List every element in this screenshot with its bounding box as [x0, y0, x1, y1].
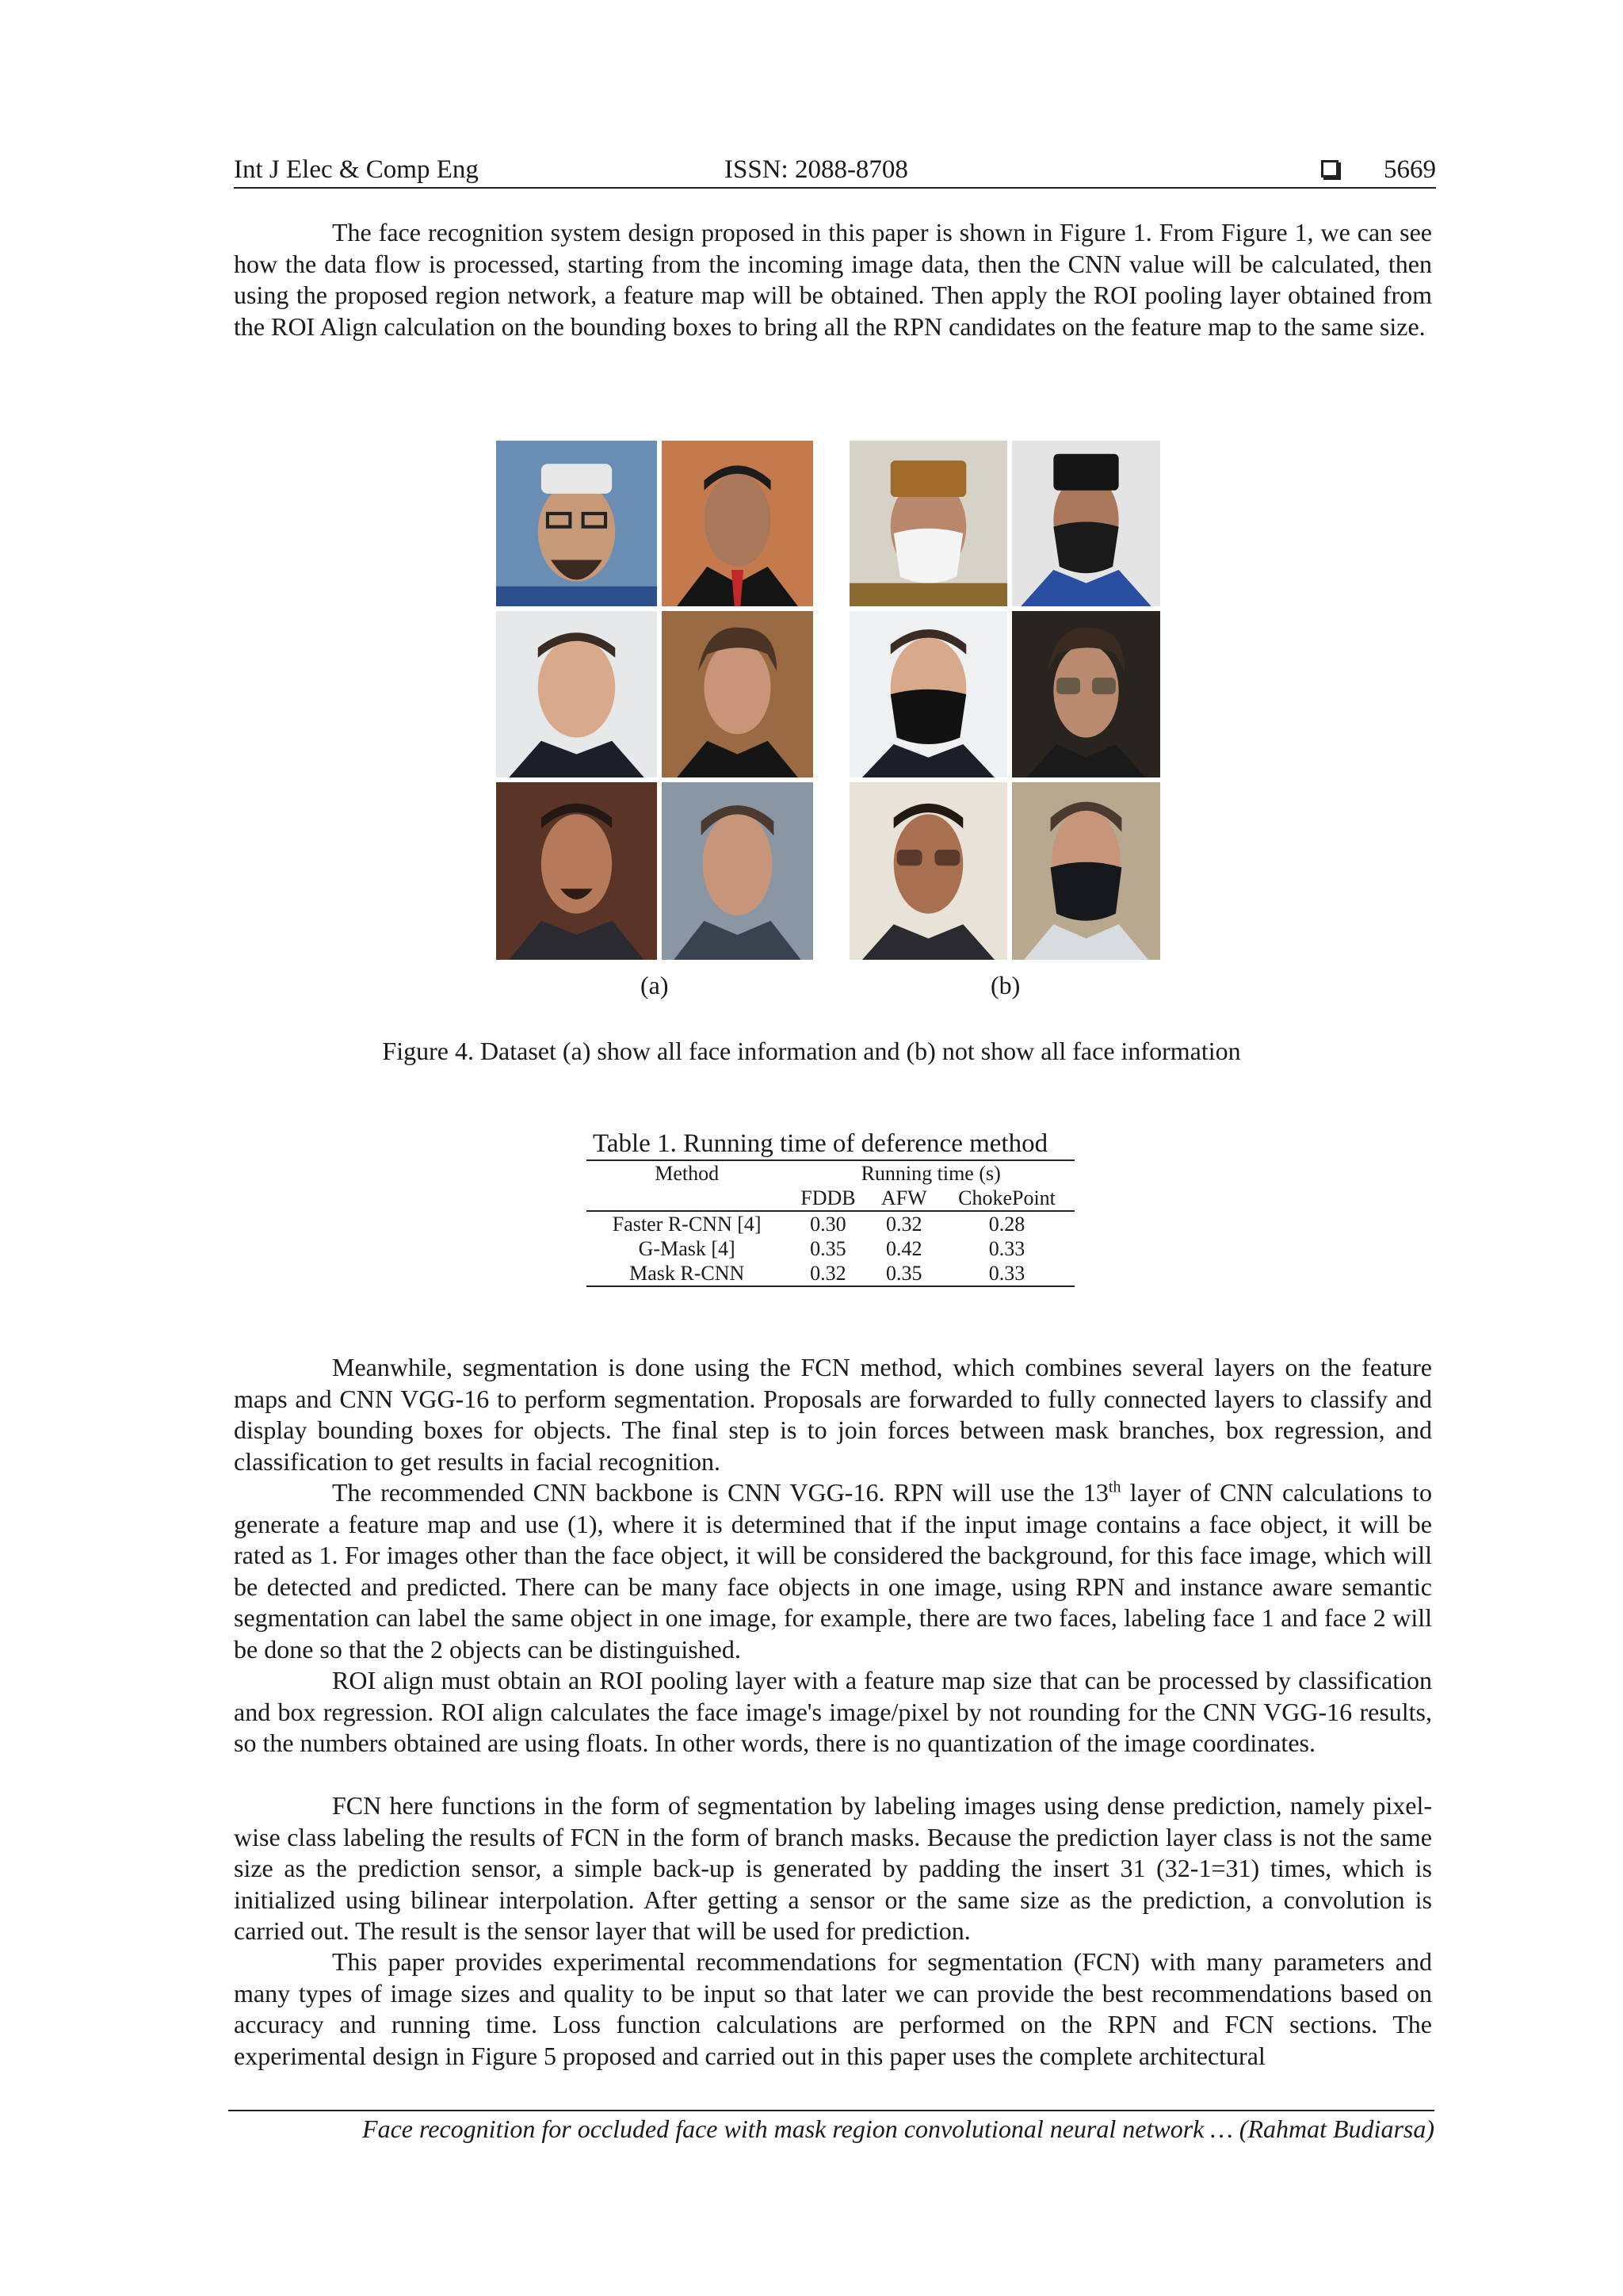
table-cell-chokepoint: 0.28	[988, 1213, 1025, 1236]
page-number: 5669	[1384, 155, 1436, 184]
table-cell-afw: 0.42	[886, 1237, 922, 1260]
paragraph-2: Meanwhile, segmentation is done using the FCN method, which combines several layers on the feature maps and CNN VGG-16 to perform segmentation. Proposals are forwarded to fully connected layers to classify and display bounding boxes for objects. The final step is to join forces between mask branches, box regression, and classification to get results in facial recognition.	[234, 1353, 1432, 1476]
face-photo	[662, 611, 813, 777]
table-cell-fddb: 0.30	[810, 1213, 846, 1236]
running-footer: Face recognition for occluded face with mask region convolutional neural network … (Rahmat Budiarsa)	[228, 2110, 1434, 2144]
table-cell-chokepoint: 0.33	[939, 1261, 1075, 1286]
paragraph-6: This paper provides experimental recommendations for segmentation (FCN) with many parameters and many types of image sizes and quality to be input so that later we can provide the best recommendations based on accuracy and running time. Loss function calculations are performed on the RPN and FCN sections. The experimental design in Figure 5 proposed and carried out in this paper uses the complete architectural	[234, 1947, 1432, 2070]
figure-label-b: (b)	[991, 971, 1021, 999]
table-row	[586, 1236, 1075, 1261]
face-photo	[496, 611, 657, 777]
running-header	[234, 155, 1436, 189]
table-row	[586, 1261, 1075, 1286]
face-photo	[496, 441, 657, 606]
masked-face-photo	[1012, 611, 1160, 777]
face-photo	[496, 782, 657, 960]
figure-panel-b	[850, 441, 1160, 960]
superscript: th	[1108, 1478, 1121, 1496]
issn: ISSN: 2088-8708	[724, 155, 908, 184]
checkbox-square-icon	[1321, 160, 1338, 178]
paragraph-5: FCN here functions in the form of segmentation by labeling images using dense prediction, namely pixel-wise class labeling the results of FCN in the form of branch masks. Because the prediction layer class is not the same size as the prediction sensor, a simple back-up is generated by padding the insert 31 (32-1=31) times, which is initialized using bilinear interpolation. After getting a sensor or the same size as the prediction, a convolution is carried out. The result is the sensor layer that will be used for prediction.	[234, 1791, 1432, 1945]
figure-panel-a	[496, 441, 813, 960]
paragraph-4: ROI align must obtain an ROI pooling layer with a feature map size that can be processed by classification and box regression. ROI align calculates the face image's image/pixel by not rounding for the CNN VGG-16 results, so the numbers obtained are using floats. In other words, there is no quantization of the image coordinates.	[234, 1666, 1432, 1757]
table-header-fddb: FDDB	[787, 1186, 869, 1211]
figure-caption: Figure 4. Dataset (a) show all face information and (b) not show all face information	[382, 1037, 1241, 1065]
figure-label-a: (a)	[640, 971, 669, 999]
table-cell-afw: 0.35	[869, 1261, 940, 1286]
table-row	[586, 1211, 1075, 1236]
paragraph-1: The face recognition system design proposed in this paper is shown in Figure 1. From Figure 1, we can see how the data flow is processed, starting from the incoming image data, then the CNN value will be calculated, then using the proposed region network, a feature map will be obtained. Then apply the ROI pooling layer obtained from the ROI Align calculation on the bounding boxes to bring all the RPN candidates on the feature map to the same size.	[234, 218, 1432, 341]
face-photo	[662, 441, 813, 606]
masked-face-photo	[850, 441, 1007, 606]
table-cell-method: Mask R-CNN	[586, 1261, 787, 1286]
table-caption: Table 1. Running time of deference method	[593, 1129, 1048, 1158]
masked-face-photo	[850, 782, 1007, 960]
table-cell-fddb: 0.32	[787, 1261, 869, 1286]
table-header-method: Method	[586, 1160, 787, 1186]
masked-face-photo	[1012, 782, 1160, 960]
journal-name: Int J Elec & Comp Eng	[234, 155, 479, 184]
running-time-table	[586, 1159, 1075, 1287]
table-header-chokepoint: ChokePoint	[939, 1186, 1075, 1211]
table-header-running-time: Running time (s)	[787, 1160, 1075, 1186]
table-cell-chokepoint: 0.33	[988, 1237, 1025, 1260]
table-cell-afw: 0.32	[886, 1213, 922, 1236]
face-photo	[662, 782, 813, 960]
table-header-afw: AFW	[869, 1186, 940, 1211]
masked-face-photo	[850, 611, 1007, 777]
table-cell-method: G-Mask [4]	[638, 1237, 735, 1260]
paragraph-3: The recommended CNN backbone is CNN VGG-16. RPN will use the 13th layer of CNN calculations to generate a feature map and use (1), where it is determined that if the input image contains a face object, it will be rated as 1. For images other than the face object, it will be considered the background, for this face image, which will be detected and predicted. There can be many face objects in one image, using RPN and instance aware semantic segmentation can label the same object in one image, for example, there are two faces, labeling face 1 and face 2 will be done so that the 2 objects can be distinguished.	[234, 1478, 1433, 1664]
masked-face-photo	[1012, 441, 1160, 606]
table-cell-fddb: 0.35	[810, 1237, 846, 1260]
table-cell-method: Faster R-CNN [4]	[612, 1213, 762, 1236]
